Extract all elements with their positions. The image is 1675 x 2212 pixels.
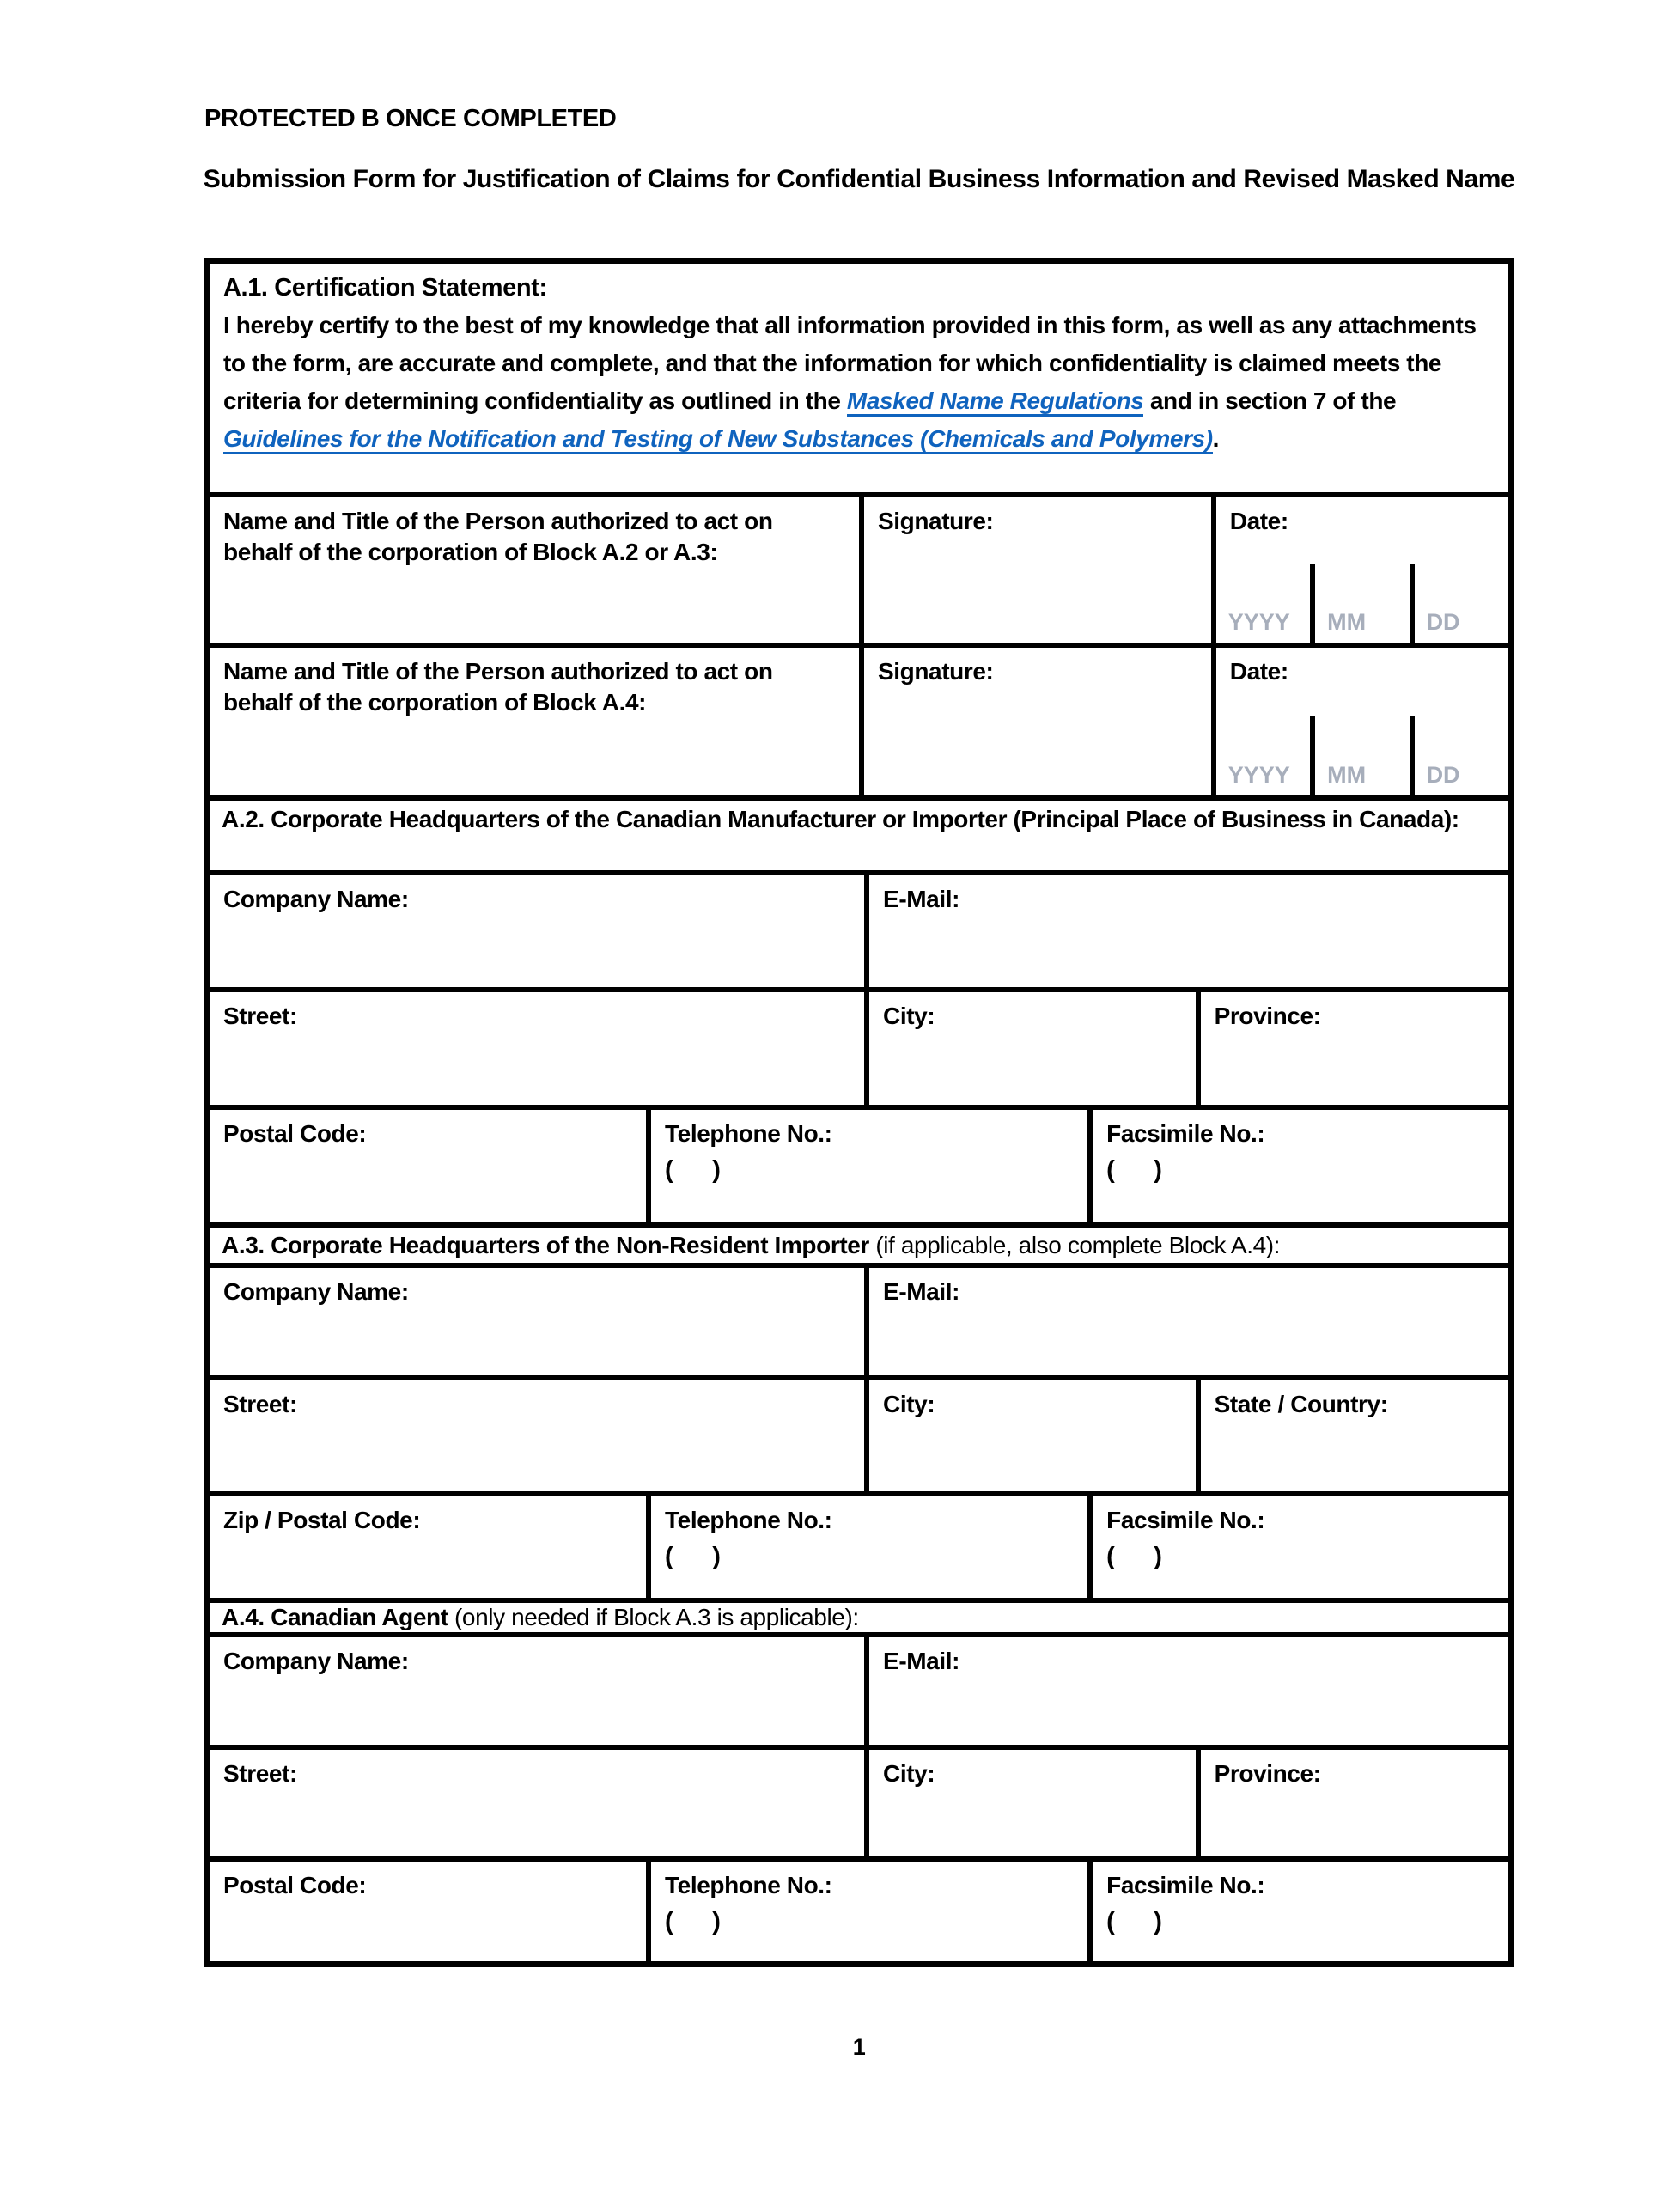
- a3-heading-row: [210, 1222, 1508, 1263]
- a3-state-country-field[interactable]: [1196, 1380, 1508, 1491]
- a3-zip-postal-code-field[interactable]: [210, 1496, 646, 1598]
- signatory-row-2: [210, 643, 1508, 795]
- a4-city-label: City:: [883, 1760, 935, 1787]
- signatory2-date-label: Date:: [1229, 658, 1288, 685]
- a2-street-field[interactable]: [210, 992, 864, 1105]
- a4-heading: A.4. Canadian Agent: [222, 1604, 448, 1630]
- form-table: [204, 258, 1514, 1967]
- a3-company-email-row: [210, 1263, 1508, 1375]
- a3-heading: A.3. Corporate Headquarters of the Non-Resident Importer: [222, 1232, 869, 1258]
- signatory1-signature-label: Signature:: [878, 508, 994, 534]
- certification-text: [223, 307, 1495, 458]
- month-placeholder: MM: [1327, 609, 1367, 635]
- a2-telephone-area-code-parens: ( ): [665, 1156, 721, 1184]
- signatory1-name-title-field[interactable]: [210, 497, 859, 643]
- signatory2-name-title-label: Name and Title of the Person authorized to act on behalf of the corporation of Block A.4:: [223, 658, 773, 716]
- a2-street-city-province-row: [210, 987, 1508, 1105]
- a3-email-field[interactable]: [864, 1268, 1508, 1375]
- a4-email-field[interactable]: [864, 1637, 1508, 1745]
- a2-postal-code-field[interactable]: [210, 1110, 646, 1222]
- a3-company-name-label: Company Name:: [223, 1278, 409, 1305]
- a2-street-label: Street:: [223, 1002, 297, 1029]
- a3-street-label: Street:: [223, 1391, 297, 1417]
- a2-facsimile-field[interactable]: [1087, 1110, 1508, 1222]
- signatory2-date-parts: [1216, 716, 1508, 795]
- classification-banner: PROTECTED B ONCE COMPLETED: [204, 105, 617, 132]
- a3-facsimile-area-code-parens: ( ): [1106, 1543, 1162, 1570]
- certification-statement-cell: [210, 264, 1508, 492]
- day-placeholder: DD: [1426, 762, 1460, 788]
- date-spacer: [1216, 537, 1508, 564]
- a3-company-name-field[interactable]: [210, 1268, 864, 1375]
- a2-heading: A.2. Corporate Headquarters of the Canadian Manufacturer or Importer (Principal Place of Business in Canada):: [222, 806, 1459, 832]
- signatory1-date-label: Date:: [1229, 508, 1288, 534]
- form-title: Submission Form for Justification of Claims for Confidential Business Information and Revised Masked Name: [203, 165, 1515, 193]
- signatory2-date-year-box[interactable]: [1216, 716, 1310, 795]
- a2-province-field[interactable]: [1196, 992, 1508, 1105]
- a3-zip-postal-code-label: Zip / Postal Code:: [223, 1507, 421, 1533]
- a4-province-label: Province:: [1214, 1760, 1321, 1787]
- a2-postal-code-label: Postal Code:: [223, 1120, 367, 1147]
- signatory2-signature-label: Signature:: [878, 658, 994, 685]
- month-placeholder: MM: [1327, 762, 1367, 788]
- certification-text-mid: and in section 7 of the: [1143, 387, 1397, 414]
- a2-province-label: Province:: [1214, 1002, 1321, 1029]
- a4-facsimile-field[interactable]: [1087, 1862, 1508, 1961]
- a3-telephone-area-code-parens: ( ): [665, 1543, 721, 1570]
- certification-heading: A.1. Certification Statement:: [223, 274, 547, 302]
- signatory2-name-title-field[interactable]: [210, 648, 859, 795]
- signatory-row-1: [210, 492, 1508, 643]
- a3-city-field[interactable]: [864, 1380, 1196, 1491]
- a4-heading-row: [210, 1598, 1508, 1632]
- a4-email-label: E-Mail:: [883, 1648, 960, 1674]
- a4-street-label: Street:: [223, 1760, 297, 1787]
- a3-facsimile-field[interactable]: [1087, 1496, 1508, 1598]
- a3-street-city-state-row: [210, 1375, 1508, 1491]
- a2-email-field[interactable]: [864, 875, 1508, 987]
- a4-facsimile-area-code-parens: ( ): [1106, 1908, 1162, 1935]
- year-placeholder: YYYY: [1227, 609, 1290, 635]
- a4-telephone-field[interactable]: [646, 1862, 1087, 1961]
- a4-telephone-label: Telephone No.:: [665, 1872, 832, 1898]
- a3-telephone-field[interactable]: [646, 1496, 1087, 1598]
- signatory2-date-day-box[interactable]: [1410, 716, 1508, 795]
- signatory1-date-parts: [1216, 564, 1508, 643]
- a2-heading-row: [210, 795, 1508, 870]
- signatory1-signature-field[interactable]: [859, 497, 1211, 643]
- a4-company-name-label: Company Name:: [223, 1648, 409, 1674]
- certification-text-pre: I hereby certify to the best of my knowledge that all information provided in this form, as well as any attachments to the form, are accurate and complete, and that the information for which confidentiality is claimed meets the criteria for determining confidentiality as outlined in the: [223, 312, 1477, 414]
- year-placeholder: YYYY: [1227, 762, 1290, 788]
- a4-heading-note: (only needed if Block A.3 is applicable):: [448, 1604, 859, 1630]
- a2-facsimile-area-code-parens: ( ): [1106, 1156, 1162, 1184]
- a3-email-label: E-Mail:: [883, 1278, 960, 1305]
- a3-telephone-label: Telephone No.:: [665, 1507, 832, 1533]
- signatory1-date-day-box[interactable]: [1410, 564, 1508, 643]
- a4-postal-code-field[interactable]: [210, 1862, 646, 1961]
- a2-company-name-label: Company Name:: [223, 886, 409, 912]
- certification-text-end: .: [1212, 425, 1220, 452]
- a3-zip-phone-row: [210, 1491, 1508, 1598]
- a4-company-name-field[interactable]: [210, 1637, 864, 1745]
- a2-telephone-label: Telephone No.:: [665, 1120, 832, 1147]
- a4-postal-code-label: Postal Code:: [223, 1872, 367, 1898]
- a3-street-field[interactable]: [210, 1380, 864, 1491]
- a4-postal-phone-row: [210, 1856, 1508, 1961]
- a4-telephone-area-code-parens: ( ): [665, 1908, 721, 1935]
- masked-name-regulations-link[interactable]: Masked Name Regulations: [847, 387, 1144, 417]
- signatory1-date-month-box[interactable]: [1310, 564, 1409, 643]
- signatory1-name-title-label: Name and Title of the Person authorized to act on behalf of the corporation of Block A.2 or A.3:: [223, 508, 773, 565]
- signatory2-date-field[interactable]: [1211, 648, 1508, 795]
- a3-state-country-label: State / Country:: [1214, 1391, 1388, 1417]
- a2-postal-phone-row: [210, 1105, 1508, 1222]
- signatory1-date-field[interactable]: [1211, 497, 1508, 643]
- date-spacer: [1216, 687, 1508, 716]
- a3-facsimile-label: Facsimile No.:: [1106, 1507, 1265, 1533]
- a2-telephone-field[interactable]: [646, 1110, 1087, 1222]
- a2-company-email-row: [210, 870, 1508, 987]
- signatory2-signature-field[interactable]: [859, 648, 1211, 795]
- a4-street-field[interactable]: [210, 1750, 864, 1856]
- a2-email-label: E-Mail:: [883, 886, 960, 912]
- a4-city-field[interactable]: [864, 1750, 1196, 1856]
- a4-company-email-row: [210, 1632, 1508, 1745]
- a4-facsimile-label: Facsimile No.:: [1106, 1872, 1265, 1898]
- a2-city-field[interactable]: [864, 992, 1196, 1105]
- a4-province-field[interactable]: [1196, 1750, 1508, 1856]
- day-placeholder: DD: [1426, 609, 1460, 635]
- a2-facsimile-label: Facsimile No.:: [1106, 1120, 1265, 1147]
- guidelines-new-substances-link[interactable]: Guidelines for the Notification and Testing of New Substances (Chemicals and Polymers): [223, 425, 1213, 454]
- page-number: 1: [852, 2034, 866, 2060]
- signatory1-date-year-box[interactable]: [1216, 564, 1310, 643]
- a4-street-city-province-row: [210, 1745, 1508, 1856]
- a2-city-label: City:: [883, 1002, 935, 1029]
- a3-heading-note: (if applicable, also complete Block A.4):: [868, 1232, 1281, 1258]
- a3-city-label: City:: [883, 1391, 935, 1417]
- signatory2-date-month-box[interactable]: [1310, 716, 1409, 795]
- a2-company-name-field[interactable]: [210, 875, 864, 987]
